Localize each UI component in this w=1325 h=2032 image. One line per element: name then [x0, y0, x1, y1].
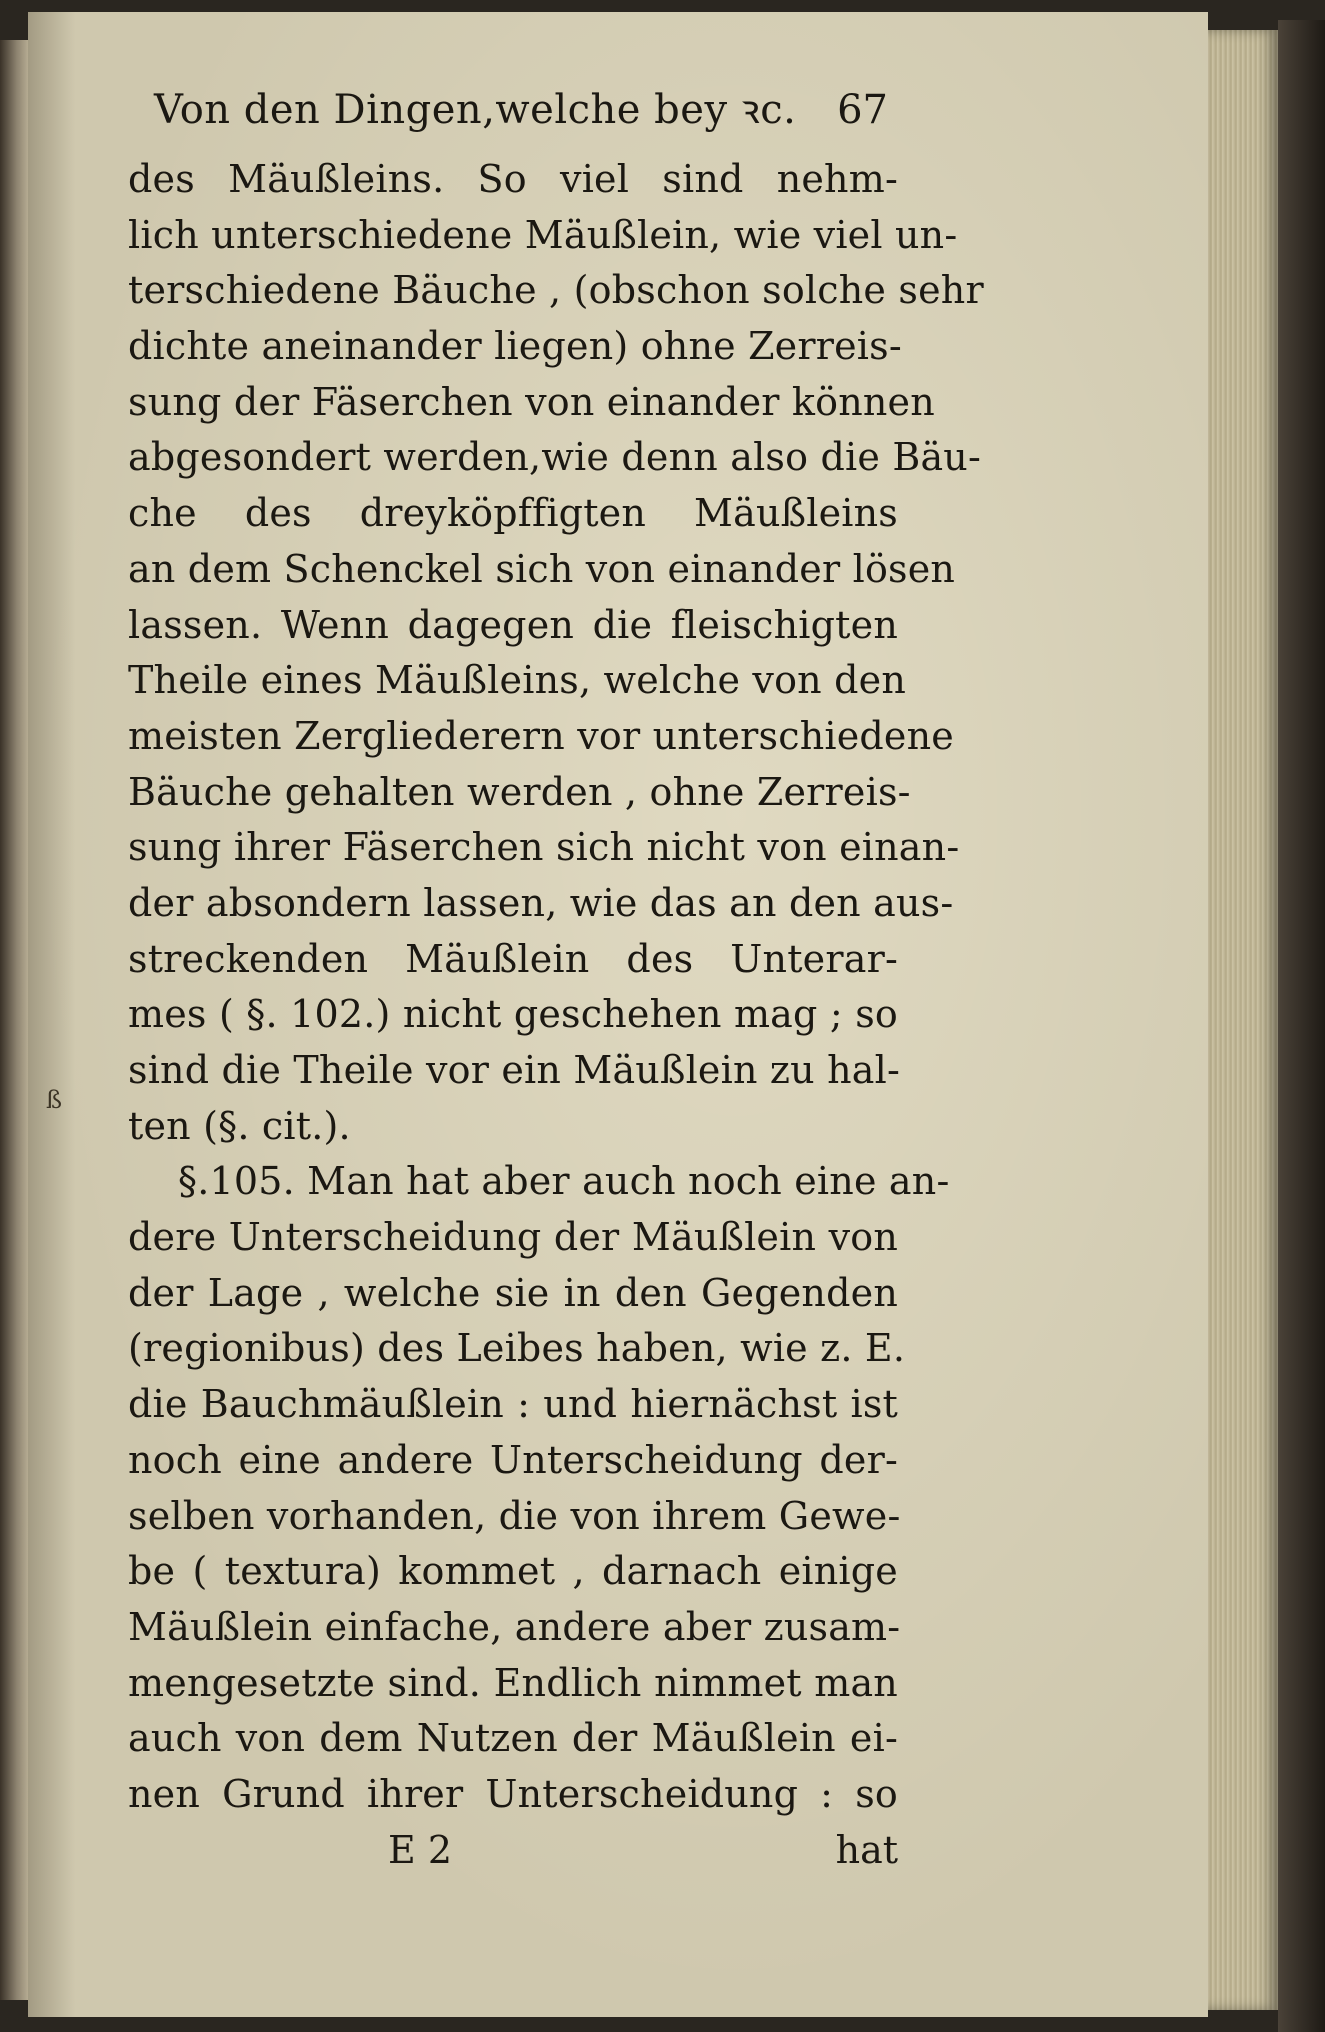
text-line: (regionibus) des Leibes haben, wie z. E.: [128, 1326, 906, 1371]
text-line: ten (§. cit.).: [128, 1103, 351, 1148]
text-line: der Lage , welche sie in den Gegenden: [128, 1270, 898, 1315]
running-header: [128, 80, 898, 152]
text-line: streckenden Mäußlein des Unterar-: [128, 936, 898, 981]
text-line: nen Grund ihrer Unterscheidung : so: [128, 1771, 898, 1816]
text-line: mes ( §. 102.) nicht geschehen mag ; so: [128, 992, 898, 1037]
catchword: hat: [835, 1827, 898, 1872]
text-line: terschiedene Bäuche , (obschon solche sehr: [128, 268, 984, 313]
text-line: be ( textura) kommet , darnach einige: [128, 1549, 898, 1594]
text-line: mengesetzte sind. Endlich nimmet man: [128, 1660, 898, 1705]
margin-mark: ß: [46, 1086, 63, 1114]
left-page-edge: [0, 40, 28, 2000]
text-line: che des dreyköpffigten Mäußleins: [128, 491, 898, 536]
text-line: sind die Theile vor ein Mäußlein zu hal-: [128, 1048, 901, 1092]
signature-mark: E 2: [388, 1827, 452, 1872]
text-line: Bäuche gehalten werden , ohne Zerreis-: [128, 769, 911, 814]
page-footer: [128, 1823, 898, 1879]
text-line: dichte aneinander liegen) ohne Zerreis-: [128, 324, 902, 369]
text-line: abgesondert werden,wie denn also die Bäu-: [128, 435, 982, 480]
text-line: meisten Zergliederern vor unterschiedene: [128, 713, 954, 758]
text-line: lich unterschiedene Mäußlein, wie viel un-: [128, 212, 958, 257]
text-line: des Mäußleins. So viel sind nehm-: [128, 157, 898, 201]
binding-shadow: [1278, 20, 1325, 2032]
text-line: selben vorhanden, die von ihrem Gewe-: [128, 1493, 901, 1538]
text-line: Theile eines Mäußleins, welche von den: [128, 658, 906, 703]
text-line: dere Unterscheidung der Mäußlein von: [128, 1215, 898, 1260]
running-title: Von den Dingen,welche bey ꝛc.: [154, 87, 797, 133]
text-line: noch eine andere Unterscheidung der-: [128, 1437, 898, 1482]
paragraph-start-line: §.105. Man hat aber auch noch eine an-: [178, 1159, 950, 1204]
page-number: 67: [837, 87, 888, 133]
text-line: sung ihrer Fäserchen sich nicht von einan-: [128, 825, 960, 870]
text-line: der absondern lassen, wie das an den aus-: [128, 880, 954, 925]
text-line: auch von dem Nutzen der Mäußlein ei-: [128, 1716, 898, 1761]
text-line: sung der Fäserchen von einander können: [128, 379, 935, 424]
text-line: Mäußlein einfache, andere aber zusam-: [128, 1604, 901, 1649]
text-line: lassen. Wenn dagegen die fleischigten: [128, 602, 898, 647]
page-stack-edge: [1208, 30, 1278, 2010]
text-line: die Bauchmäußlein : und hiernächst ist: [128, 1382, 898, 1427]
text-line: an dem Schenckel sich von einander lösen: [128, 546, 956, 591]
text-block: [128, 80, 984, 1878]
